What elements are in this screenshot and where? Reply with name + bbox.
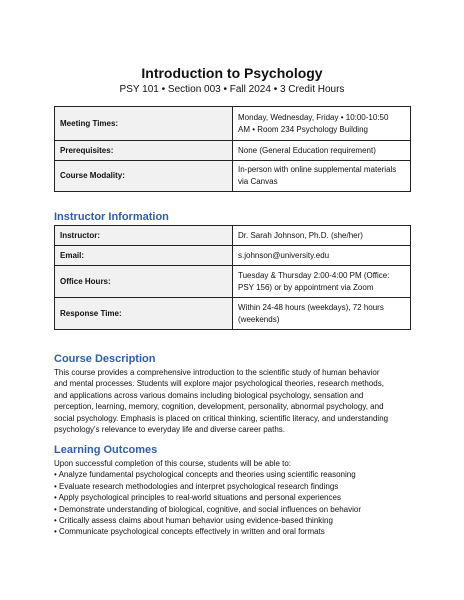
response-time-value: Within 24-48 hours (weekdays), 72 hours (weekends)	[233, 298, 411, 330]
list-item: • Demonstrate understanding of biological, cognitive, and social influences on behavior	[54, 504, 361, 514]
course-details-table	[54, 106, 411, 192]
instructor-table	[54, 225, 411, 330]
office-hours-label: Office Hours:	[55, 266, 233, 298]
table-row	[55, 226, 411, 246]
list-item: • Apply psychological principles to real-world situations and personal experiences	[54, 493, 341, 503]
learning-outcomes-heading: Learning Outcomes	[54, 444, 158, 456]
meeting-times-value: Monday, Wednesday, Friday • 10:00-10:50 AM • Room 234 Psychology Building	[233, 107, 411, 141]
table-row	[55, 107, 411, 141]
response-time-label: Response Time:	[55, 298, 233, 330]
list-item: • Communicate psychological concepts effectively in written and oral formats	[54, 527, 325, 537]
course-subtitle: PSY 101 • Section 003 • Fall 2024 • 3 Credit Hours	[119, 84, 345, 95]
instructor-label: Instructor:	[55, 226, 233, 246]
list-item: • Evaluate research methodologies and interpret psychological research findings	[54, 481, 339, 491]
course-modality-value: In-person with online supplemental materials via Canvas	[233, 161, 411, 192]
instructor-value: Dr. Sarah Johnson, Ph.D. (she/her)	[233, 226, 411, 246]
learning-outcomes-intro: Upon successful completion of this course, students will be able to:	[54, 459, 292, 468]
course-modality-label: Course Modality:	[55, 161, 233, 192]
prerequisites-value: None (General Education requirement)	[233, 141, 411, 161]
list-item: • Analyze fundamental psychological concepts and theories using scientific reasoning	[54, 470, 356, 480]
email-label: Email:	[55, 246, 233, 266]
table-row	[55, 141, 411, 161]
learning-outcomes-list	[54, 458, 412, 538]
course-description-heading: Course Description	[54, 353, 156, 365]
instructor-information-heading: Instructor Information	[54, 211, 169, 223]
meeting-times-label: Meeting Times:	[55, 107, 233, 141]
table-row	[55, 298, 411, 330]
table-row	[55, 266, 411, 298]
prerequisites-label: Prerequisites:	[55, 141, 233, 161]
course-title: Introduction to Psychology	[141, 65, 323, 81]
course-description-text: This course provides a comprehensive introduction to the scientific study of human behavior and mental processes. Students will explore major psychological theories, research methods, and applications across various domains including biological psychology, sensation and perception, learning, memory, cognition, development, personality, abnormal psychology, and social psychology. Emphasis is placed on critical thinking, scientific literacy, and understanding psychology's relevance to everyday life and diverse career paths.	[54, 368, 389, 435]
list-item: • Critically assess claims about human behavior using evidence-based thinking	[54, 516, 333, 526]
office-hours-value: Tuesday & Thursday 2:00-4:00 PM (Office: PSY 156) or by appointment via Zoom	[233, 266, 411, 298]
email-value: s.johnson@university.edu	[233, 246, 411, 266]
table-row	[55, 161, 411, 192]
table-row	[55, 246, 411, 266]
